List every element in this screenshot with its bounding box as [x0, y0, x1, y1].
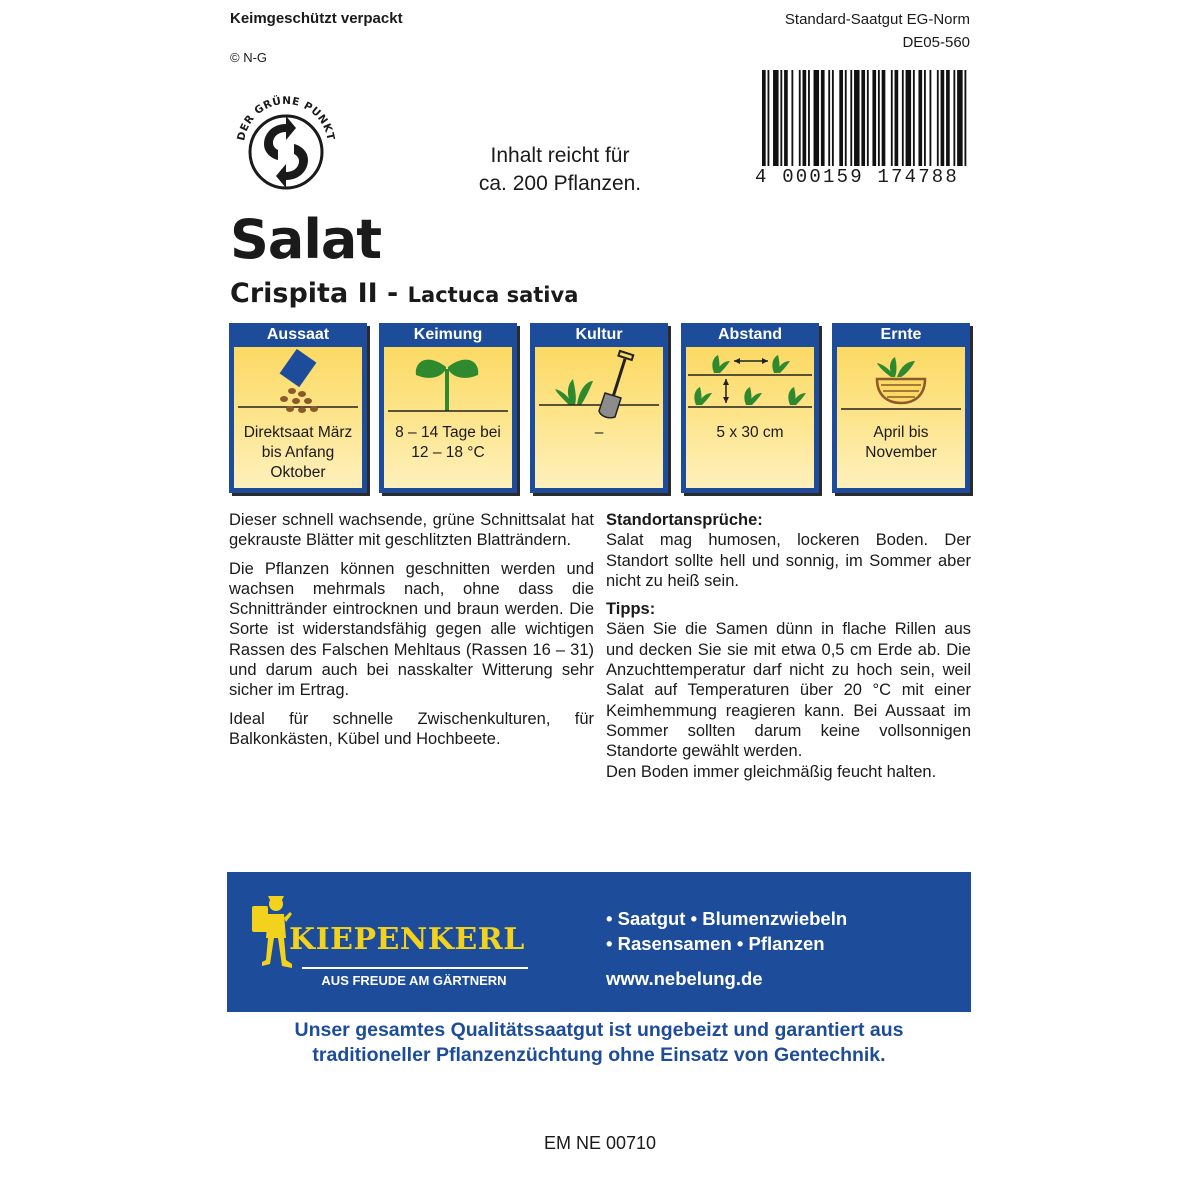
info-box-label: Kultur: [575, 326, 623, 343]
info-box-kultur: [530, 323, 668, 493]
site-heading: Standortansprüche:: [606, 511, 763, 529]
reference-code: EM NE 00710: [543, 1133, 657, 1153]
instructions-column: [606, 510, 971, 782]
description-column: [229, 510, 594, 757]
info-box-label: Abstand: [718, 326, 782, 343]
seed-packet-icon: [234, 347, 362, 423]
seed-standard-code: DE05-560: [902, 34, 970, 51]
description-paragraph-3: Ideal für schnelle Zwischenkulturen, für Balkonkästen, Kübel und Hochbeete.: [229, 709, 594, 748]
info-box-value: April bis November: [865, 424, 937, 461]
info-box-value: –: [594, 424, 604, 441]
brand-list-line1: • Saatgut • Blumenzwiebeln: [606, 908, 848, 929]
content-note-line2: ca. 200 Pflanzen.: [478, 172, 642, 195]
germ-protected-note: Keimgeschützt verpackt: [230, 10, 403, 27]
quality-line1: Unser gesamtes Qualitätssaatgut ist ungebeizt und garantiert aus: [294, 1019, 904, 1041]
brand-product-list: [606, 906, 847, 956]
description-paragraph-2: Die Pflanzen können geschnitten werden und wachsen mehrmals nach, ohne dass die Schnittränder eintrocknen und braun werden. Die Sorte ist widerstandsfähig gegen alle wichtigen Rassen des Falschen Mehltaus (Rassen 16 – 31) und darum auch bei nasskalter Witterung sehr sicher im Ertrag.: [229, 559, 594, 700]
content-note: [440, 142, 680, 198]
barcode-digits: 4 000159 174788: [744, 166, 970, 188]
tips-heading: Tipps:: [606, 600, 656, 619]
kiepenkerl-mascot-icon: [250, 892, 294, 972]
seedling-icon: [384, 347, 512, 423]
brand-tagline: AUS FREUDE AM GÄRTNERN: [321, 973, 507, 988]
quality-statement: [227, 1018, 971, 1068]
brand-divider: [302, 967, 528, 969]
info-box-keimung: [379, 323, 517, 493]
content-note-line1: Inhalt reicht für: [490, 144, 630, 167]
tips-text-1: Säen Sie die Samen dünn in flache Rillen aus und decken Sie sie mit etwa 0,5 cm Erde ab. Die Anzuchttemperatur darf nicht zu hoch sein, weil Salat auf Temperaturen über 20 °C mit einer Keimhemmung reagieren kann. Bei Aussaat im Sommer sollten darum keine vollsonnigen Standorte gewählt werden.: [606, 620, 971, 761]
site-text: Salat mag humosen, lockeren Boden. Der Standort sollte hell und sonnig, im Sommer aber nicht zu heiß sein.: [606, 531, 971, 590]
latin-name: Lactuca sativa: [407, 283, 579, 307]
info-box-abstand: [681, 323, 819, 493]
variety-name: Crispita II -: [230, 278, 399, 309]
product-title: Salat: [230, 208, 382, 271]
info-box-value: 5 x 30 cm: [716, 424, 784, 441]
info-box-label: Aussaat: [266, 326, 330, 343]
harvest-bowl-icon: [837, 347, 965, 423]
green-dot-text: DER GRÜNE PUNKT: [235, 94, 337, 142]
info-box-value: Direktsaat März bis Anfang Oktober: [243, 424, 353, 481]
tips-text-2: Den Boden immer gleichmäßig feucht halten.: [606, 762, 937, 781]
seed-standard-line1: Standard-Saatgut EG-Norm: [784, 11, 970, 28]
info-box-label: Keimung: [413, 326, 483, 343]
spacing-icon: [686, 347, 814, 423]
quality-line2: traditioneller Pflanzenzüchtung ohne Einsatz von Gentechnik.: [312, 1044, 886, 1066]
product-variety: [230, 278, 578, 309]
brand-logo-text: KIEPENKERL: [289, 922, 525, 957]
gruener-punkt-logo: [230, 86, 342, 198]
info-box-label: Ernte: [880, 326, 922, 343]
spade-icon: [535, 347, 663, 423]
brand-website-link[interactable]: www.nebelung.de: [606, 968, 763, 989]
seed-standard: [785, 8, 970, 54]
info-box-value: 8 – 14 Tage bei 12 – 18 °C: [395, 424, 501, 461]
info-box-aussaat: [229, 323, 367, 493]
copyright-note: © N-G: [230, 50, 268, 65]
brand-list-line2: • Rasensamen • Pflanzen: [606, 933, 825, 954]
info-box-ernte: [832, 323, 970, 493]
description-paragraph-1: Dieser schnell wachsende, grüne Schnittsalat hat gekrauste Blätter mit geschlitzten Blatträndern.: [229, 511, 594, 550]
